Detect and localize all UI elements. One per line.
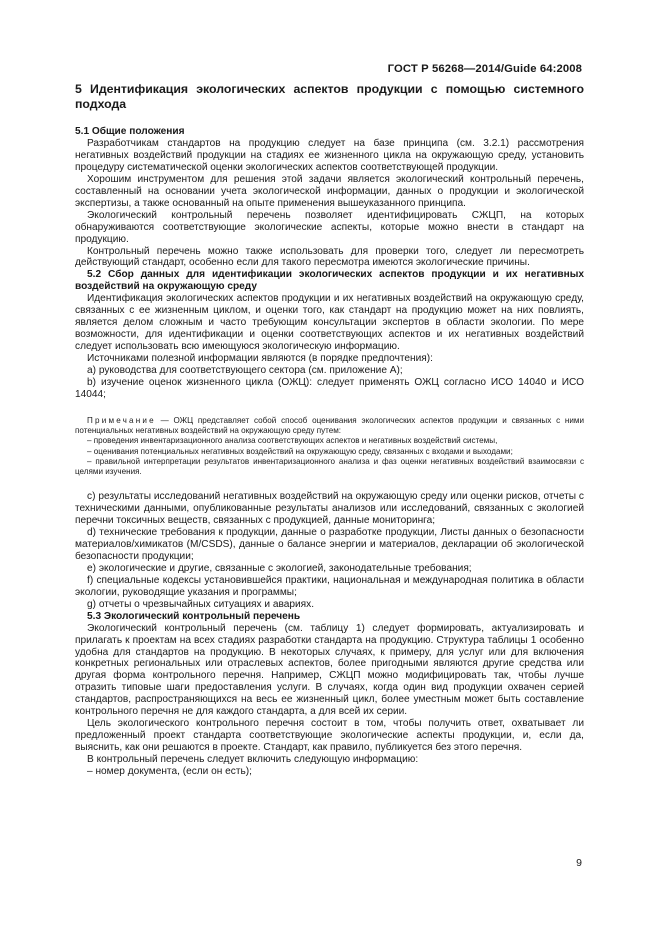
page-body (75, 82, 584, 778)
note-item: – оценивания потенциальных негативных воздействий на окружающую среду, связанных с входами и выходами; (87, 446, 513, 456)
paragraph: Контрольный перечень можно также использовать для проверки того, следует ли пересмотреть действующий стандарт, особенно если для такого пересмотра имеются экологические причины. (75, 245, 584, 269)
paragraph: Цель экологического контрольного перечня состоит в том, чтобы получить ответ, охватывает ли предложенный проект стандарта соответствующие экологические аспекты продукции, и, если да, выяснить, как они решаются в проекте. Стандарт, как правило, публикуется без этого перечня. (75, 718, 584, 754)
note-label: Примечание (87, 415, 156, 425)
list-item-b: b) изучение оценок жизненного цикла (ОЖЦ): следует применять ОЖЦ согласно ИСО 14040 и ИСО 14044; (75, 377, 584, 400)
page-number: 9 (576, 857, 582, 869)
paragraph: Идентификация экологических аспектов продукции и их негативных воздействий на окружающую среду, связанных с ее жизненным циклом, и оценки того, как стандарт на продукцию может на них повлиять, является делом сложным и часто требующим консультации экспертов в области экологии. По мере возможности, для идентификации и оценки соответствующих аспектов и их негативных воздействий следует использовать всю имеющуюся экологическую информацию. (75, 293, 584, 353)
paragraph: Источниками полезной информации являются (в порядке предпочтения): (87, 353, 433, 365)
paragraph: В контрольный перечень следует включить следующую информацию: (87, 754, 419, 766)
note-text: — ОЖЦ представляет собой способ оценивания экологических аспектов продукции и связанных с ними потенциальных негативных воздействий на окружающую среду путем: (75, 415, 584, 436)
document-header: ГОСТ Р 56268—2014/Guide 64:2008 (387, 63, 582, 75)
note-item: – правильной интерпретации результатов инвентаризационного анализа и фаз оценки негативных воздействий взаимосвязи с целями изучения. (75, 456, 584, 476)
section-title: 5 Идентификация экологических аспектов продукции с помощью системного подхода (75, 82, 584, 111)
list-item-a: а) руководства для соответствующего сектора (см. приложение А); (87, 365, 403, 377)
heading-5-2: 5.2 Сбор данных для идентификации экологических аспектов продукции и их негативных воздействий на окружающую среду (75, 269, 584, 293)
list-item-e: e) экологические и другие, связанные с экологией, законодательные требования; (87, 562, 472, 574)
heading-5-3: 5.3 Экологический контрольный перечень (87, 610, 301, 622)
list-item-c: c) результаты исследований негативных воздействий на окружающую среду или оценки рисков, отчеты с техническими данными, опубликованные результаты анализов или исследований, связанных с экологией перечни токсичных веществ, связанных с продукцией, данные мониторинга; (75, 491, 584, 527)
list-item-g: g) отчеты о чрезвычайных ситуациях и авариях. (87, 598, 315, 610)
note-item: – проведения инвентаризационного анализа соответствующих аспектов и негативных воздействий системы, (87, 436, 498, 446)
note-intro (75, 416, 584, 436)
note-block (75, 416, 584, 477)
list-item-f: f) специальные кодексы установившейся практики, национальная и международная политика в области экологии, руководящие указания и программы; (75, 574, 584, 598)
paragraph: Экологический контрольный перечень позволяет идентифицировать СЖЦП, на которых обнаруживаются соответствующие экологические аспекты, которые можно внести в стандарт на продукцию. (75, 209, 584, 245)
paragraph: Экологический контрольный перечень (см. таблицу 1) следует формировать, актуализировать и прилагать к проектам на всех стадиях разработки стандарта на продукцию. Структура таблицы 1 особенно удобна для стандартов на продукцию. В некоторых случаях, к примеру, для услуг или для включения конкретных региональных или отраслевых аспектов, более пригодными являются другие средства или другая форма контрольного перечня. Например, СЖЦП можно модифицировать так, чтобы лучше отразить типовые шаги предоставления услуги. В случаях, когда один вид продукции охвачен серией стандартов, распространяющихся на весь ее жизненный цикл, более уместным может быть составление контрольного перечня не для каждого стандарта, а для всей их серии. (75, 622, 584, 718)
heading-5-1: 5.1 Общие положения (75, 126, 185, 137)
list-item: – номер документа, (если он есть); (87, 766, 252, 778)
list-item-d: d) технические требования к продукции, данные о разработке продукции, Листы данных о безопасности материалов/химикатов (M/CSDS), данные о балансе энергии и материалов, декларации об экологической безопасности продукции; (75, 527, 584, 562)
paragraph: Хорошим инструментом для решения этой задачи является экологический контрольный перечень, составленный на основании учета экологической информации, данных о продукции и экологической экспертизы, а также основанный на опыте применения вышеуказанного принципа. (75, 173, 584, 209)
paragraph: Разработчикам стандартов на продукцию следует на базе принципа (см. 3.2.1) рассмотрения негативных воздействий продукции на стадиях ее жизненного цикла на окружающую среду, установить процедуру систематической оценки экологических аспектов соответствующей продукции. (75, 137, 584, 173)
